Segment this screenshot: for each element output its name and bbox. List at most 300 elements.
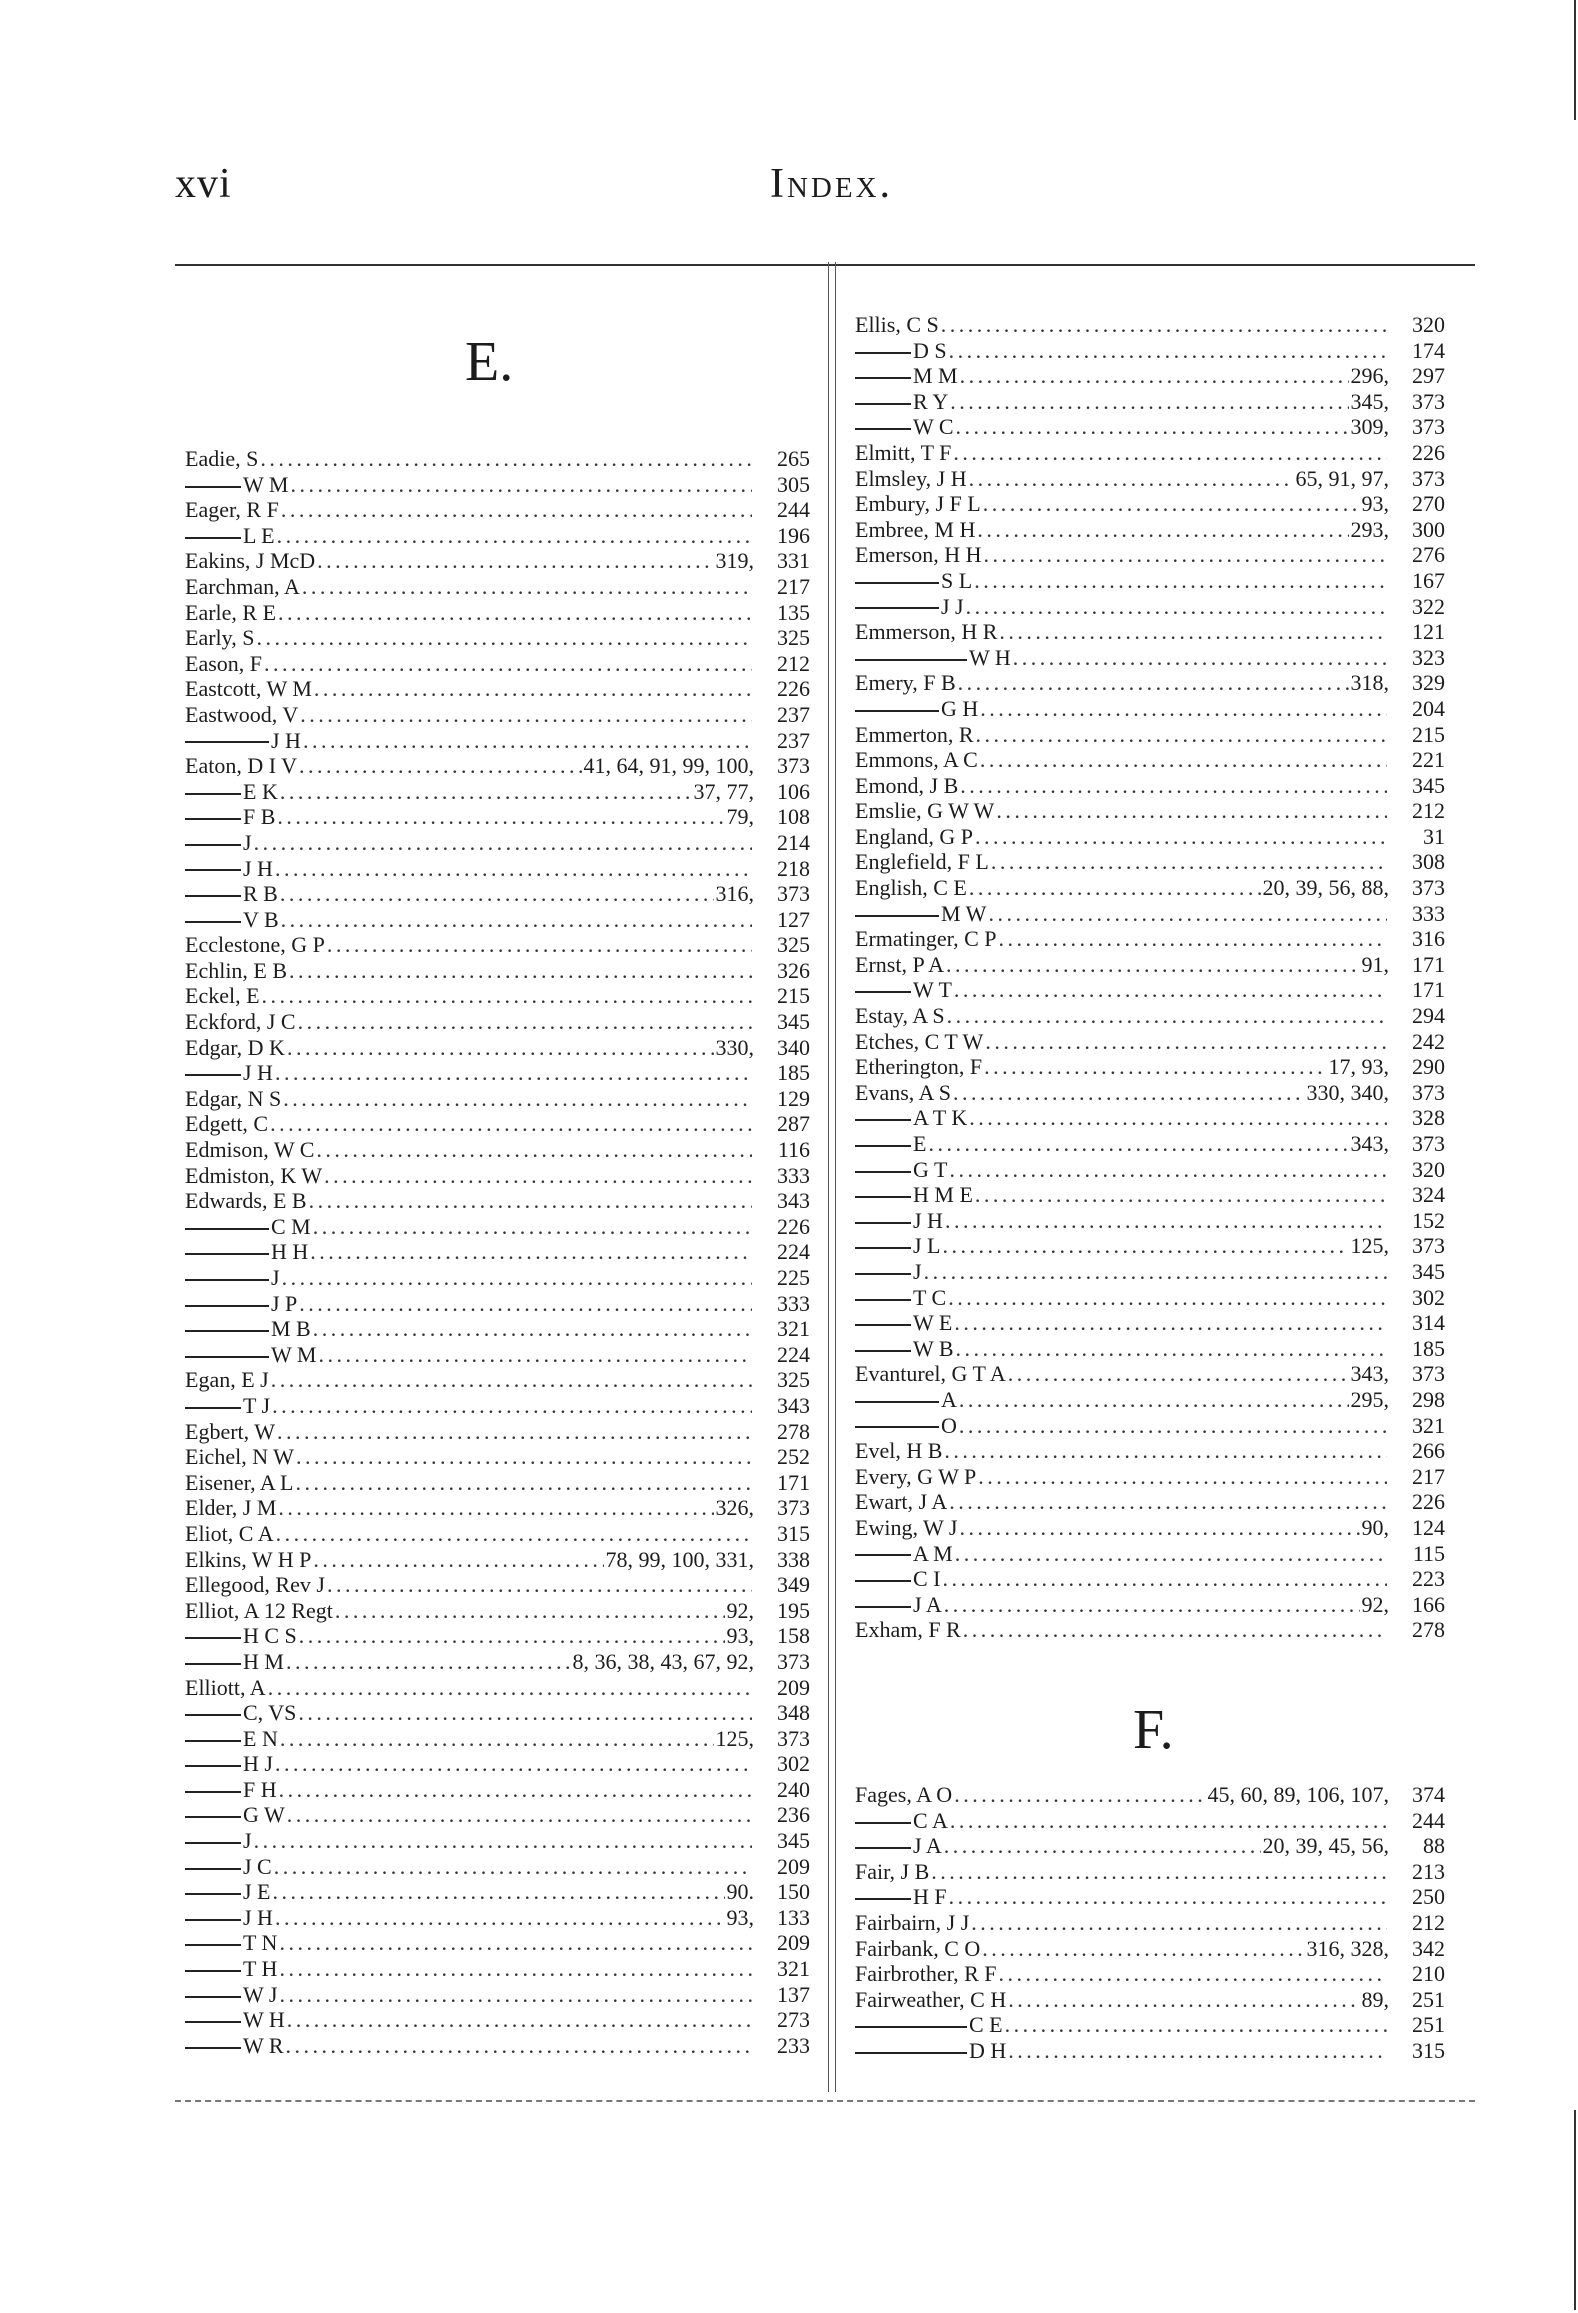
section-letter-e: E. (465, 331, 514, 393)
entry-refs: 319, (715, 548, 754, 574)
section-letter-f: F. (1133, 1699, 1174, 1761)
entry-name: Elder, J M (185, 1495, 277, 1521)
entry-name: W T (855, 977, 952, 1003)
index-entry (185, 1726, 810, 1752)
index-entry (185, 1060, 810, 1086)
entry-page: 217 (1412, 1463, 1445, 1489)
index-entry (855, 773, 1445, 799)
leader-dots (977, 517, 1348, 543)
ditto-dash (185, 1714, 241, 1716)
index-entry (185, 830, 810, 856)
ditto-dash (185, 537, 241, 539)
entry-page: 133 (777, 1904, 810, 1930)
entry-page: 226 (1412, 439, 1445, 465)
index-entry (855, 1782, 1445, 1808)
leader-dots (277, 1419, 752, 1445)
entry-page: 329 (1412, 670, 1445, 696)
entry-page: 150 (777, 1879, 810, 1905)
leader-dots (335, 1598, 725, 1624)
entry-refs: 91, (1361, 951, 1389, 977)
entry-page: 290 (1412, 1054, 1445, 1080)
ditto-dash (185, 793, 241, 795)
ditto-dash (185, 1663, 241, 1665)
entry-page: 152 (1412, 1207, 1445, 1233)
entry-page: 300 (1412, 516, 1445, 542)
index-entry (185, 1419, 810, 1445)
entry-page: 185 (777, 1060, 810, 1086)
entry-refs: 78, 99, 100, 331, (605, 1546, 754, 1572)
index-entry (855, 1489, 1445, 1515)
entry-name: C A (855, 1808, 948, 1834)
ditto-dash (855, 1196, 911, 1198)
entry-refs: 8, 36, 38, 43, 67, 92, (572, 1648, 754, 1674)
leader-dots (947, 1003, 1387, 1029)
ditto-dash (185, 486, 241, 488)
leader-dots (289, 958, 752, 984)
index-entry (855, 517, 1445, 543)
index-entry (185, 1188, 810, 1214)
entry-page: 265 (777, 446, 810, 471)
leader-dots (314, 676, 752, 702)
index-entry (855, 901, 1445, 927)
ditto-dash (855, 1898, 911, 1900)
footer-rule (175, 2100, 1475, 2103)
entry-name: G W (185, 1802, 285, 1828)
index-entry (855, 619, 1445, 645)
ditto-dash (185, 1996, 241, 1998)
index-entry (185, 1982, 810, 2008)
entry-page: 240 (777, 1776, 810, 1802)
index-entry (855, 1961, 1445, 1987)
entry-page: 325 (777, 1367, 810, 1393)
index-entry (855, 1438, 1445, 1464)
leader-dots (1005, 2012, 1387, 2038)
entry-name: W R (185, 2033, 284, 2059)
entry-page: 233 (777, 2032, 810, 2058)
entry-name: Eakins, J McD (185, 548, 316, 574)
ditto-dash (185, 1816, 241, 1818)
leader-dots (946, 952, 1359, 978)
entry-name: A T K (855, 1105, 967, 1131)
leader-dots (277, 804, 724, 830)
leader-dots (999, 926, 1388, 952)
leader-dots (982, 1936, 1304, 1962)
ditto-dash (855, 659, 967, 661)
ditto-dash (855, 1273, 911, 1275)
index-entry (855, 389, 1445, 415)
ditto-dash (185, 1253, 269, 1255)
entry-page: 373 (777, 881, 810, 907)
index-entry (185, 523, 810, 549)
entry-page: 373 (1412, 465, 1445, 491)
index-entry (185, 958, 810, 984)
index-entry (855, 1859, 1445, 1885)
entry-name: Estay, A S (855, 1003, 945, 1029)
ditto-dash (855, 377, 911, 379)
index-entry (855, 1592, 1445, 1618)
leader-dots (298, 1700, 752, 1726)
ditto-dash (855, 352, 911, 354)
entry-name: Ermatinger, C P (855, 926, 997, 952)
entry-page: 266 (1412, 1438, 1445, 1464)
leader-dots (975, 824, 1387, 850)
entry-name: Emmons, A C (855, 747, 978, 773)
entry-page: 323 (1412, 644, 1445, 670)
entry-refs: 92, (1361, 1591, 1389, 1617)
entry-name: J L (855, 1233, 941, 1259)
leader-dots (969, 1105, 1387, 1131)
leader-dots (941, 312, 1387, 338)
leader-dots (988, 901, 1387, 927)
leader-dots (949, 1884, 1387, 1910)
entry-page: 213 (1412, 1858, 1445, 1884)
index-entry (855, 1833, 1445, 1859)
entry-name: Edgett, C (185, 1111, 269, 1137)
entry-name: Etches, C T W (855, 1028, 984, 1054)
ditto-dash (185, 1970, 241, 1972)
entry-page: 212 (1412, 798, 1445, 824)
index-entry (185, 1393, 810, 1419)
ditto-dash (185, 1868, 241, 1870)
entry-page: 302 (777, 1751, 810, 1777)
entry-page: 209 (777, 1674, 810, 1700)
entry-name: J (855, 1259, 922, 1285)
margin-edge (1572, 0, 1578, 2313)
leader-dots (963, 1617, 1387, 1643)
entry-page: 342 (1412, 1935, 1445, 1961)
index-entry (855, 926, 1445, 952)
entry-page: 209 (777, 1853, 810, 1879)
entry-refs: 20, 39, 56, 88, (1262, 875, 1389, 901)
index-entry (855, 670, 1445, 696)
entry-name: V B (185, 907, 279, 933)
leader-dots (983, 542, 1387, 568)
entry-page: 217 (777, 573, 810, 599)
leader-dots (281, 497, 752, 523)
leader-dots (287, 2007, 752, 2033)
leader-dots (960, 773, 1387, 799)
entry-page: 345 (777, 1009, 810, 1035)
index-entry (855, 798, 1445, 824)
ditto-dash (185, 1944, 241, 1946)
entry-name: M M (855, 363, 958, 389)
leader-dots (281, 907, 752, 933)
entry-page: 305 (777, 471, 810, 497)
index-entry (855, 849, 1445, 875)
entry-page: 196 (777, 522, 810, 548)
entry-name: Elkins, W H P (185, 1546, 312, 1572)
index-entry (185, 702, 810, 728)
entry-page: 212 (1412, 1909, 1445, 1935)
index-entry (855, 1285, 1445, 1311)
entry-name: Evanturel, G T A (855, 1361, 1006, 1387)
ditto-dash (855, 1247, 911, 1249)
entry-name: Exham, F R (855, 1617, 961, 1643)
ditto-dash (855, 2052, 967, 2054)
entry-name: Eastcott, W M (185, 676, 312, 702)
entry-name: J E (185, 1879, 271, 1905)
entry-page: 115 (1412, 1540, 1445, 1566)
index-entry (185, 779, 810, 805)
leader-dots (999, 619, 1387, 645)
entry-name: Edmiston, K W (185, 1162, 323, 1188)
index-entry (185, 497, 810, 523)
leader-dots (956, 414, 1349, 440)
index-entry (185, 1572, 810, 1598)
leader-dots (299, 1291, 752, 1317)
leader-dots (949, 338, 1387, 364)
entry-name: Fages, A O (855, 1782, 953, 1807)
entry-page: 237 (777, 727, 810, 753)
index-entry (855, 1387, 1445, 1413)
leader-dots (316, 1137, 752, 1163)
index-entry (185, 907, 810, 933)
entry-name: F H (185, 1777, 277, 1803)
index-entry (855, 1361, 1445, 1387)
entry-page: 223 (1412, 1566, 1445, 1592)
leader-dots (943, 1566, 1388, 1592)
entry-page: 320 (1412, 312, 1445, 337)
entry-name: J J (855, 594, 964, 620)
index-entry (185, 1905, 810, 1931)
index-list-left (185, 446, 810, 2058)
entry-name: W E (855, 1310, 952, 1336)
index-entry (185, 1291, 810, 1317)
ditto-dash (185, 741, 269, 743)
leader-dots (975, 1182, 1387, 1208)
entry-name: Eckel, E (185, 983, 260, 1009)
entry-name: C M (185, 1214, 311, 1240)
leader-dots (949, 1489, 1387, 1515)
entry-page: 226 (777, 1213, 810, 1239)
entry-page: 215 (777, 983, 810, 1009)
leader-dots (279, 1956, 752, 1982)
entry-refs: 41, 64, 91, 99, 100, (583, 753, 754, 779)
ditto-dash (855, 1222, 911, 1224)
index-entry (185, 1265, 810, 1291)
entry-name: Eichel, N W (185, 1444, 294, 1470)
index-entry (185, 1444, 810, 1470)
ditto-dash (185, 1919, 241, 1921)
index-entry (855, 1131, 1445, 1157)
leader-dots (313, 1214, 752, 1240)
entry-page: 302 (1412, 1284, 1445, 1310)
entry-name: C, VS (185, 1700, 296, 1726)
ditto-dash (855, 1401, 939, 1403)
index-entry (855, 1336, 1445, 1362)
leader-dots (272, 1393, 752, 1419)
leader-dots (299, 1623, 725, 1649)
entry-name: Elliot, A 12 Regt (185, 1597, 333, 1623)
index-entry (855, 1884, 1445, 1910)
entry-page: 321 (1412, 1412, 1445, 1438)
entry-name: Emery, F B (855, 670, 956, 696)
entry-name: S L (855, 568, 972, 594)
entry-page: 129 (777, 1085, 810, 1111)
entry-name: Emmerton, R (855, 721, 974, 747)
leader-dots (299, 753, 581, 779)
index-entry (855, 747, 1445, 773)
leader-dots (260, 446, 752, 472)
leader-dots (278, 600, 752, 626)
leader-dots (280, 779, 692, 805)
index-entry (185, 600, 810, 626)
entry-page: 236 (777, 1802, 810, 1828)
index-entry (185, 1854, 810, 1880)
ditto-dash (855, 428, 911, 430)
entry-page: 251 (1412, 2012, 1445, 2038)
entry-page: 127 (777, 906, 810, 932)
entry-page: 137 (777, 1981, 810, 2007)
leader-dots (978, 1464, 1387, 1490)
index-entry (855, 1310, 1445, 1336)
index-entry (185, 1111, 810, 1137)
entry-name: T N (185, 1930, 277, 1956)
entry-refs: 318, (1350, 670, 1389, 696)
entry-page: 244 (777, 497, 810, 523)
ditto-dash (185, 1228, 269, 1230)
entry-refs: 330, 340, (1306, 1079, 1389, 1105)
leader-dots (273, 1879, 725, 1905)
index-entry (185, 1470, 810, 1496)
entry-page: 333 (1412, 900, 1445, 926)
leader-dots (980, 747, 1387, 773)
leader-dots (317, 548, 713, 574)
leader-dots (959, 1413, 1387, 1439)
entry-name: R Y (855, 389, 948, 415)
entry-page: 328 (1412, 1105, 1445, 1131)
entry-name: W M (185, 472, 288, 498)
entry-page: 373 (1412, 414, 1445, 440)
entry-name: J C (185, 1854, 272, 1880)
leader-dots (945, 1208, 1387, 1234)
entry-name: J (185, 830, 252, 856)
entry-name: Eisener, A L (185, 1469, 294, 1495)
index-entry (185, 1649, 810, 1675)
entry-name: Fairbrother, R F (855, 1961, 997, 1987)
index-list-right (855, 312, 1445, 1643)
entry-name: J H (855, 1208, 943, 1234)
entry-page: 135 (777, 599, 810, 625)
leader-dots (282, 1265, 752, 1291)
entry-refs: 93, (726, 1623, 754, 1649)
index-entry (185, 1930, 810, 1956)
entry-name: M B (185, 1316, 311, 1342)
entry-page: 171 (1412, 951, 1445, 977)
ditto-dash (855, 1171, 911, 1173)
index-entry (855, 1936, 1445, 1962)
entry-refs: 343, (1350, 1361, 1389, 1387)
index-entry (855, 1464, 1445, 1490)
ditto-dash (185, 818, 241, 820)
entry-name: Ewing, W J (855, 1514, 958, 1540)
entry-name: Eliot, C A (185, 1520, 274, 1546)
entry-page: 108 (777, 804, 810, 830)
entry-page: 373 (1412, 1079, 1445, 1105)
entry-page: 345 (1412, 772, 1445, 798)
ditto-dash (855, 1145, 911, 1147)
entry-page: 174 (1412, 337, 1445, 363)
entry-name: Ernst, P A (855, 951, 945, 977)
entry-page: 349 (777, 1572, 810, 1598)
leader-dots (983, 491, 1360, 517)
ditto-dash (855, 1847, 911, 1849)
leader-dots (960, 363, 1349, 389)
index-entry (855, 1208, 1445, 1234)
leader-dots (924, 1259, 1387, 1285)
leader-dots (313, 1316, 752, 1342)
entry-page: 204 (1412, 695, 1445, 721)
entry-name: E (855, 1131, 926, 1157)
ditto-dash (185, 2047, 241, 2049)
ditto-dash (185, 1407, 241, 1409)
leader-dots (313, 1547, 603, 1573)
entry-name: W J (185, 1982, 277, 2008)
entry-name: W H (855, 645, 1011, 671)
ditto-dash (185, 921, 241, 923)
leader-dots (949, 1157, 1387, 1183)
entry-name: Eckford, J C (185, 1009, 296, 1035)
index-entry (185, 1623, 810, 1649)
entry-name: Eastwood, V (185, 701, 299, 727)
leader-dots (991, 849, 1387, 875)
entry-page: 326 (777, 957, 810, 983)
index-entry (185, 1086, 810, 1112)
leader-dots (999, 1961, 1388, 1987)
entry-page: 373 (777, 1648, 810, 1674)
index-entry (185, 1035, 810, 1061)
leader-dots (275, 1751, 752, 1777)
entry-page: 167 (1412, 567, 1445, 593)
entry-refs: 90. (726, 1879, 754, 1905)
entry-name: J A (855, 1592, 942, 1618)
entry-name: Earchman, A (185, 573, 300, 599)
entry-name: A (855, 1387, 957, 1413)
index-entry (185, 1802, 810, 1828)
ditto-dash (855, 915, 939, 917)
entry-name: Eaton, D I V (185, 753, 298, 779)
leader-dots (324, 1163, 752, 1189)
leader-dots (254, 1828, 752, 1854)
ditto-dash (185, 1842, 241, 1844)
entry-page: 278 (777, 1418, 810, 1444)
index-entry (855, 977, 1445, 1003)
entry-name: Etherington, F (855, 1054, 983, 1080)
entry-name: A M (855, 1541, 953, 1567)
entry-page: 373 (1412, 1131, 1445, 1156)
ditto-dash (855, 582, 939, 584)
leader-dots (985, 1029, 1387, 1055)
leader-dots (275, 1905, 725, 1931)
entry-page: 88 (1423, 1833, 1445, 1859)
index-entry (855, 1233, 1445, 1259)
ditto-dash (185, 895, 241, 897)
index-entry (855, 363, 1445, 389)
entry-page: 166 (1412, 1591, 1445, 1617)
entry-page: 340 (777, 1034, 810, 1060)
ditto-dash (855, 991, 911, 993)
entry-refs: 309, (1350, 414, 1389, 440)
leader-dots (969, 466, 1294, 492)
leader-dots (327, 932, 752, 958)
ditto-dash (855, 1822, 911, 1824)
ditto-dash (855, 710, 939, 712)
entry-page: 374 (1412, 1782, 1445, 1807)
index-entry (185, 1367, 810, 1393)
leader-dots (955, 1541, 1387, 1567)
ditto-dash (185, 1637, 241, 1639)
page-number: xvi (175, 161, 232, 207)
